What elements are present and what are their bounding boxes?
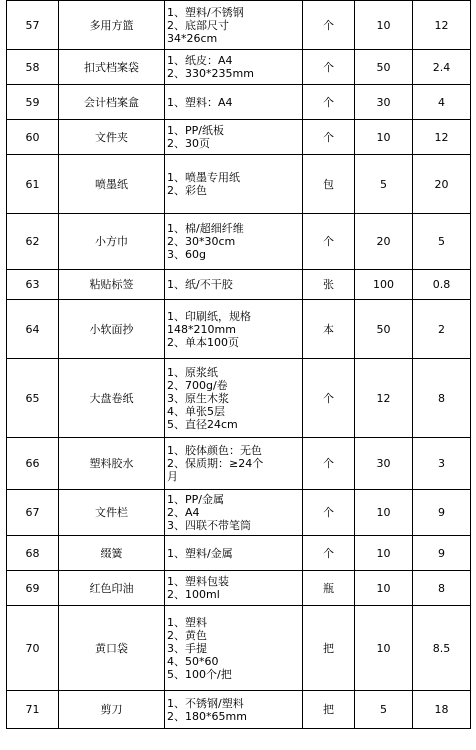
quantity-cell: 50: [355, 50, 413, 85]
item-number-cell: 64: [7, 300, 59, 359]
item-number-cell: 71: [7, 691, 59, 729]
price-cell: 0.8: [413, 270, 471, 300]
spec-line: 4、50*60: [167, 654, 219, 668]
supplies-table: [6, 0, 471, 729]
price-cell: 18: [413, 691, 471, 729]
price-cell: 8.5: [413, 606, 471, 691]
spec-line: 月: [167, 470, 178, 483]
item-spec-cell: [165, 438, 303, 490]
spec-line: 2、彩色: [167, 184, 207, 197]
quantity-cell: 10: [355, 1, 413, 50]
quantity-cell: 10: [355, 490, 413, 536]
unit-cell: 个: [303, 50, 355, 85]
table-row: [7, 606, 471, 691]
item-number-cell: 65: [7, 359, 59, 438]
item-number-cell: 61: [7, 155, 59, 214]
spec-line: 2、黄色: [167, 628, 207, 642]
spec-line: 1、塑料/不锈钢: [167, 5, 244, 19]
item-name-cell: 会计档案盒: [59, 85, 165, 120]
price-cell: 9: [413, 536, 471, 571]
item-spec-cell: [165, 120, 303, 155]
spec-line: 1、胶体颜色：无色: [167, 444, 262, 457]
table-row: [7, 85, 471, 120]
unit-cell: 瓶: [303, 571, 355, 606]
spec-line: 2、底部尺寸: [167, 18, 229, 32]
unit-cell: 包: [303, 155, 355, 214]
item-name-cell: 黄口袋: [59, 606, 165, 691]
price-cell: 2: [413, 300, 471, 359]
spec-line: 1、印刷纸，规格: [167, 309, 251, 323]
item-spec-cell: [165, 1, 303, 50]
item-number-cell: 69: [7, 571, 59, 606]
item-spec-cell: [165, 606, 303, 691]
item-spec-cell: [165, 214, 303, 270]
quantity-cell: 20: [355, 214, 413, 270]
item-spec-cell: [165, 691, 303, 729]
table-row: [7, 490, 471, 536]
table-row: [7, 1, 471, 50]
item-name-cell: 缀簧: [59, 536, 165, 571]
table-row: [7, 214, 471, 270]
item-number-cell: 66: [7, 438, 59, 490]
item-number-cell: 63: [7, 270, 59, 300]
spec-line: 1、塑料包装: [167, 575, 229, 588]
quantity-cell: 10: [355, 606, 413, 691]
item-spec-cell: [165, 536, 303, 571]
table-row: [7, 50, 471, 85]
item-spec-cell: [165, 50, 303, 85]
unit-cell: 个: [303, 120, 355, 155]
spec-line: 34*26cm: [167, 31, 218, 45]
spec-line: 2、100ml: [167, 588, 220, 601]
table-row: [7, 571, 471, 606]
quantity-cell: 5: [355, 155, 413, 214]
item-name-cell: 粘贴标签: [59, 270, 165, 300]
spec-line: 1、PP/纸板: [167, 124, 224, 137]
item-number-cell: 59: [7, 85, 59, 120]
quantity-cell: 5: [355, 691, 413, 729]
spec-line: 2、A4: [167, 506, 200, 519]
table-row: [7, 438, 471, 490]
table-row: [7, 536, 471, 571]
item-spec-cell: [165, 571, 303, 606]
spec-line: 2、30*30cm: [167, 235, 236, 248]
item-number-cell: 68: [7, 536, 59, 571]
spec-line: 1、塑料: [167, 615, 207, 629]
spec-line: 2、330*235mm: [167, 67, 254, 80]
spec-line: 1、不锈钢/塑料: [167, 696, 244, 710]
unit-cell: 个: [303, 1, 355, 50]
item-name-cell: 大盘卷纸: [59, 359, 165, 438]
quantity-cell: 10: [355, 571, 413, 606]
unit-cell: 个: [303, 85, 355, 120]
spec-line: 5、直径24cm: [167, 417, 238, 431]
unit-cell: 本: [303, 300, 355, 359]
price-cell: 8: [413, 359, 471, 438]
item-spec-cell: [165, 85, 303, 120]
item-number-cell: 57: [7, 1, 59, 50]
item-spec-cell: [165, 155, 303, 214]
spec-line: 2、保质期：≥24个: [167, 457, 264, 470]
spec-line: 1、纸皮：A4: [167, 54, 233, 67]
spec-line: 1、原浆纸: [167, 365, 218, 379]
spec-line: 2、30页: [167, 137, 210, 150]
item-number-cell: 70: [7, 606, 59, 691]
item-name-cell: 红色印油: [59, 571, 165, 606]
item-number-cell: 67: [7, 490, 59, 536]
item-number-cell: 58: [7, 50, 59, 85]
table-row: [7, 359, 471, 438]
item-name-cell: 扣式档案袋: [59, 50, 165, 85]
price-cell: 12: [413, 120, 471, 155]
price-cell: 9: [413, 490, 471, 536]
spec-line: 1、PP/金属: [167, 493, 224, 506]
price-cell: 4: [413, 85, 471, 120]
item-spec-cell: [165, 490, 303, 536]
price-cell: 5: [413, 214, 471, 270]
quantity-cell: 12: [355, 359, 413, 438]
item-number-cell: 62: [7, 214, 59, 270]
table-row: [7, 691, 471, 729]
item-number-cell: 60: [7, 120, 59, 155]
item-name-cell: 文件栏: [59, 490, 165, 536]
table-row: [7, 155, 471, 214]
quantity-cell: 100: [355, 270, 413, 300]
unit-cell: 个: [303, 214, 355, 270]
item-name-cell: 小软面抄: [59, 300, 165, 359]
quantity-cell: 30: [355, 85, 413, 120]
spec-line: 3、手提: [167, 641, 207, 655]
item-name-cell: 喷墨纸: [59, 155, 165, 214]
spec-line: 2、700g/卷: [167, 378, 228, 392]
item-name-cell: 文件夹: [59, 120, 165, 155]
item-spec-cell: [165, 270, 303, 300]
quantity-cell: 10: [355, 536, 413, 571]
spec-line: 1、喷墨专用纸: [167, 171, 240, 184]
unit-cell: 个: [303, 490, 355, 536]
spec-line: 3、四联不带笔筒: [167, 519, 251, 532]
spec-line: 4、单张5层: [167, 404, 225, 418]
item-name-cell: 小方巾: [59, 214, 165, 270]
quantity-cell: 50: [355, 300, 413, 359]
spec-line: 2、单本100页: [167, 335, 239, 349]
spec-line: 2、180*65mm: [167, 709, 247, 723]
price-cell: 12: [413, 1, 471, 50]
price-cell: 20: [413, 155, 471, 214]
item-name-cell: 塑料胶水: [59, 438, 165, 490]
spec-line: 3、60g: [167, 248, 206, 261]
table-row: [7, 120, 471, 155]
unit-cell: 把: [303, 691, 355, 729]
quantity-cell: 10: [355, 120, 413, 155]
table-row: [7, 270, 471, 300]
price-cell: 2.4: [413, 50, 471, 85]
spec-line: 5、100个/把: [167, 667, 232, 681]
spec-line: 1、纸/不干胶: [167, 278, 233, 291]
spec-line: 1、棉/超细纤维: [167, 222, 244, 235]
price-cell: 8: [413, 571, 471, 606]
unit-cell: 把: [303, 606, 355, 691]
unit-cell: 个: [303, 359, 355, 438]
price-cell: 3: [413, 438, 471, 490]
item-name-cell: 剪刀: [59, 691, 165, 729]
spec-line: 1、塑料/金属: [167, 546, 233, 560]
spec-line: 1、塑料：A4: [167, 95, 233, 109]
unit-cell: 个: [303, 536, 355, 571]
unit-cell: 张: [303, 270, 355, 300]
unit-cell: 个: [303, 438, 355, 490]
table-body: [7, 1, 471, 729]
quantity-cell: 30: [355, 438, 413, 490]
item-spec-cell: [165, 300, 303, 359]
item-name-cell: 多用方篮: [59, 1, 165, 50]
spec-line: 148*210mm: [167, 322, 236, 336]
table-row: [7, 300, 471, 359]
item-spec-cell: [165, 359, 303, 438]
spec-line: 3、原生木浆: [167, 391, 229, 405]
